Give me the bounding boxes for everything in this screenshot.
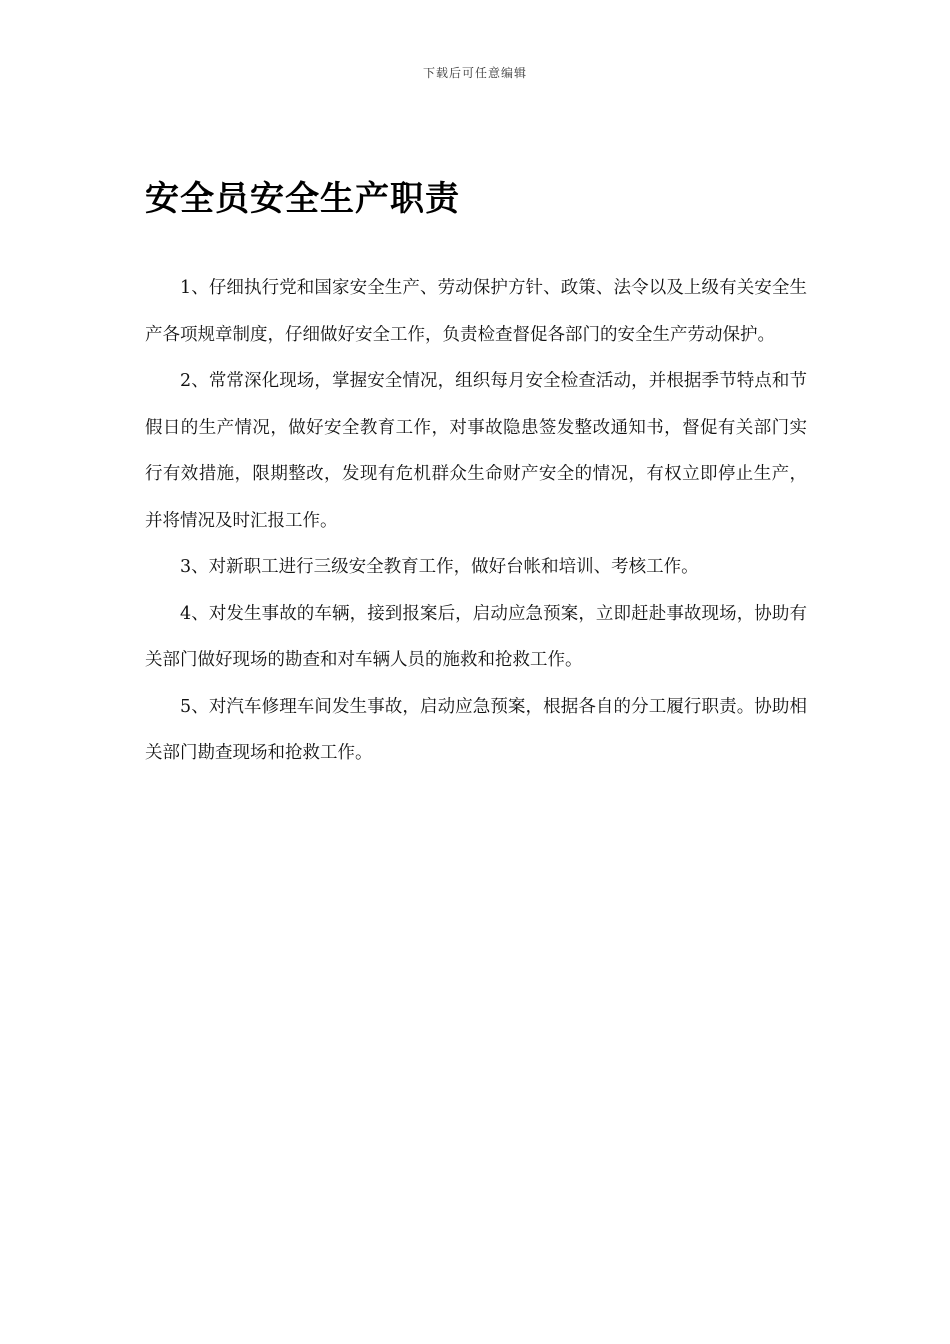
paragraph-duty-2: 2、常常深化现场，掌握安全情况，组织每月安全检查活动，并根据季节特点和节假日的生产情况，做好安全教育工作，对事故隐患签发整改通知书，督促有关部门实行有效措施，限期整改，发现有危机群众生命财产安全的情况，有权立即停止生产，并将情况及时汇报工作。 <box>145 371 807 531</box>
paragraph-duty-1: 1、仔细执行党和国家安全生产、劳动保护方针、政策、法令以及上级有关安全生产各项规章制度，仔细做好安全工作，负责检查督促各部门的安全生产劳动保护。 <box>145 278 807 345</box>
document-title: 安全员安全生产职责 <box>145 179 460 219</box>
paragraph-duty-4: 4、对发生事故的车辆，接到报案后，启动应急预案，立即赶赴事故现场，协助有关部门做好现场的勘查和对车辆人员的施救和抢救工作。 <box>145 603 807 670</box>
paragraph-duty-5: 5、对汽车修理车间发生事故，启动应急预案，根据各自的分工履行职责。协助相关部门勘查现场和抢救工作。 <box>145 696 807 763</box>
paragraph-duty-3: 3、对新职工进行三级安全教育工作，做好台帐和培训、考核工作。 <box>180 557 699 577</box>
document-body <box>145 265 807 777</box>
page-header-note: 下载后可任意编辑 <box>422 66 527 80</box>
